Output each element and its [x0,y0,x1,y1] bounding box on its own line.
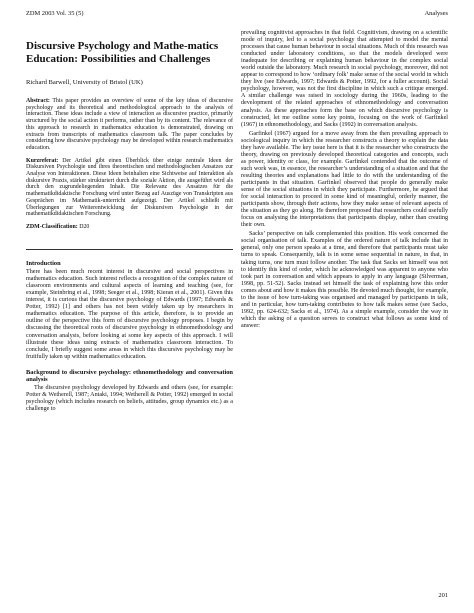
page-number: 201 [438,592,448,599]
kurzreferat [26,158,233,218]
kurzreferat-text: Der Artikel gibt einen Überblick über einige zentrale Ideen der Diskursiven Psychologie und ihres theoretischen und methodologischen Ansatzes zur Analyse von Interaktionen. Diese Ideen beinhalten eine Sichtweise auf Interaktion als diskursive Praxis, stärker strukturiert durch die soziale Aktion, die ausgeführt wird als durch den zugrundeliegenden Inhalt. Die Relevanz des Ansatzes für die mathematikdidaktische Forschung wird unter Bezug auf Auszüge von Transkripten aus Gesprächen im Mathematik-unterricht aufgezeigt. Der Artikel schließt mit Überlegungen zur Weiterentwicklung der Diskursiven Psychologie in der mathematikdidaktischen Forschung. [26,157,233,218]
author-line: Richard Barwell, University of Bristol (UK) [26,79,143,86]
zdm-classification-value: D20 [79,224,90,230]
right-column [241,30,448,332]
paper-title: Discursive Psychology and Mathe-matics Education: Possibilities and Challenges [26,40,219,65]
introduction-heading: Introduction [26,260,61,268]
background-text: The discursive psychology developed by Edwards and others (see, for example: Potter & Wetherell, 1987; Antaki, 1994; Wetherell & Potter, 1992) emerged in social psychology (which includes research on beliefs, attitudes, group dynamics etc.) as a challenge to [26,384,233,412]
abstract-text: This paper provides an overview of some of the key ideas of discursive psychology and its theoretical and methodological approach to the analysis of interaction. These ideas include a view of interaction as discursive practice, primarily structured by the social action it performs, rather than by its content. The relevance of this approach to research in mathematics education is demonstrated, drawing on extracts from transcripts of mathematics classroom talk. The paper concludes by considering how discursive psychology may be developed within research mathematics education. [26,98,233,151]
running-header [26,10,448,20]
section-divider [26,249,233,250]
journal-reference: ZDM 2003 Vol. 35 (5) [26,10,84,17]
body-paragraph: Sacks’ perspective on talk complemented this position. His work concerned the social organisation of talk. Examples of the ordered nature of talk include that in general, only one person speaks at a time, and therefore that participants must take turns to speak. Consequently, talk is in some sense sequential in nature, in that, in taking turns, one turn must follow another. The task that Sacks set himself was not to identify this kind of order, which he acknowledged was apparent to anyone who took part in conversation and which appears to apply in any language (Silverman, 1998, pp. 51-52). Sacks instead set himself the task of explaining how this order comes about and how it makes this possible. He devoted much thought, for example, to the issue of how turn-taking was organised and managed by participants in talk, and in particular, how turn-taking contributes to how talk makes sense (see Sacks, 1992, pp. 624-632; Sacks et al., 1974). As a simple example, consider the way in which the asking of a question serves to construct what follows as some kind of answer: [241,231,448,329]
left-column [26,30,233,415]
zdm-classification-label: ZDM-Classification: [26,224,78,230]
body-paragraph: Garfinkel (1967) argued for a move away from the then prevailing approach to sociological inquiry in which the researcher constructs a theory to explain the data they have available. The key issue here is that it is the researcher who constructs the theory, drawing on previously developed theoretical categories and concepts, such as power, identity or class, for example. Garfinkel contended that the outcome of such work was, in essence, the researcher’s understanding of a situation and that the resulting theories and explanations had little to do with the understanding of the participants in that situation. Garfinkel observed that people do generally make sense of the social situations in which they participate. Furthermore, he argued that for social interaction to proceed in some kind of meaningful, orderly manner, the participants show, through their actions, how they make sense of relevant aspects of the situation as they go along. He therefore proposed that researchers could usefully focus on analysing the interpretations that participants display, rather than creating their own. [241,130,448,229]
zdm-classification [26,224,233,231]
abstract-label: Abstract: [26,98,50,105]
section-label: Analyses [424,10,448,17]
introduction-text: There has been much recent interest in discursive and social perspectives in mathematics education. Such interest reflects a recognition of the complex nature of classroom environments and cultural aspects of learning and teaching (see, for example, Steinbring et al., 1998; Seeger et al., 1998; Kieran et al., 2001). Given this interest, it is curious that the discursive psychology of Edwards (1997; Edwards & Potter, 1992) [1] and others has not been widely taken up by researchers in mathematics education. The purpose of this article, therefore, is to provide an outline of the perspective this form of discursive psychology proposes. I begin by discussing the theoretical roots of discursive psychology in ethnomethodology and conversation analysis, before looking at some key aspects of this approach. I will illustrate these ideas using extracts of mathematics classroom interaction. To conclude, I briefly suggest some areas in which this discursive psychology may be fruitfully taken up within mathematics education. [26,269,233,360]
background-heading: Background to discursive psychology: ethnomethodology and conversation analysis [26,368,233,383]
kurzreferat-label: Kurzreferat: [26,157,59,164]
abstract [26,98,233,152]
body-paragraph: prevailing cognitivist approaches in that field. Cognitivism, drawing on a scientific mode of inquiry, led to a social psychology that attempted to model the mental processes that cause human behaviour in social situations. Much of this research was conducted under laboratory conditions, so that the models developed were inadequate for describing or explaining human behaviour in the complex social world outside the laboratory. Much research in social psychology, moreover, did not appear to correspond to how ‘ordinary folk’ make sense of the social world in which they live (see Edwards, 1997; Edwards & Potter, 1992, for a fuller account). Social psychology, however, was not the first discipline in which such a critique emerged. A similar challenge was raised in sociology during the 1960s, leading to the development of the related approaches of ethnomethodology and conversation analysis. As these approaches form the base on which discursive psychology is constructed, let me outline some key points, focusing on the work of Garfinkel (1967) in ethnomethodology, and Sacks (1992) in conversation analysis. [241,30,448,128]
